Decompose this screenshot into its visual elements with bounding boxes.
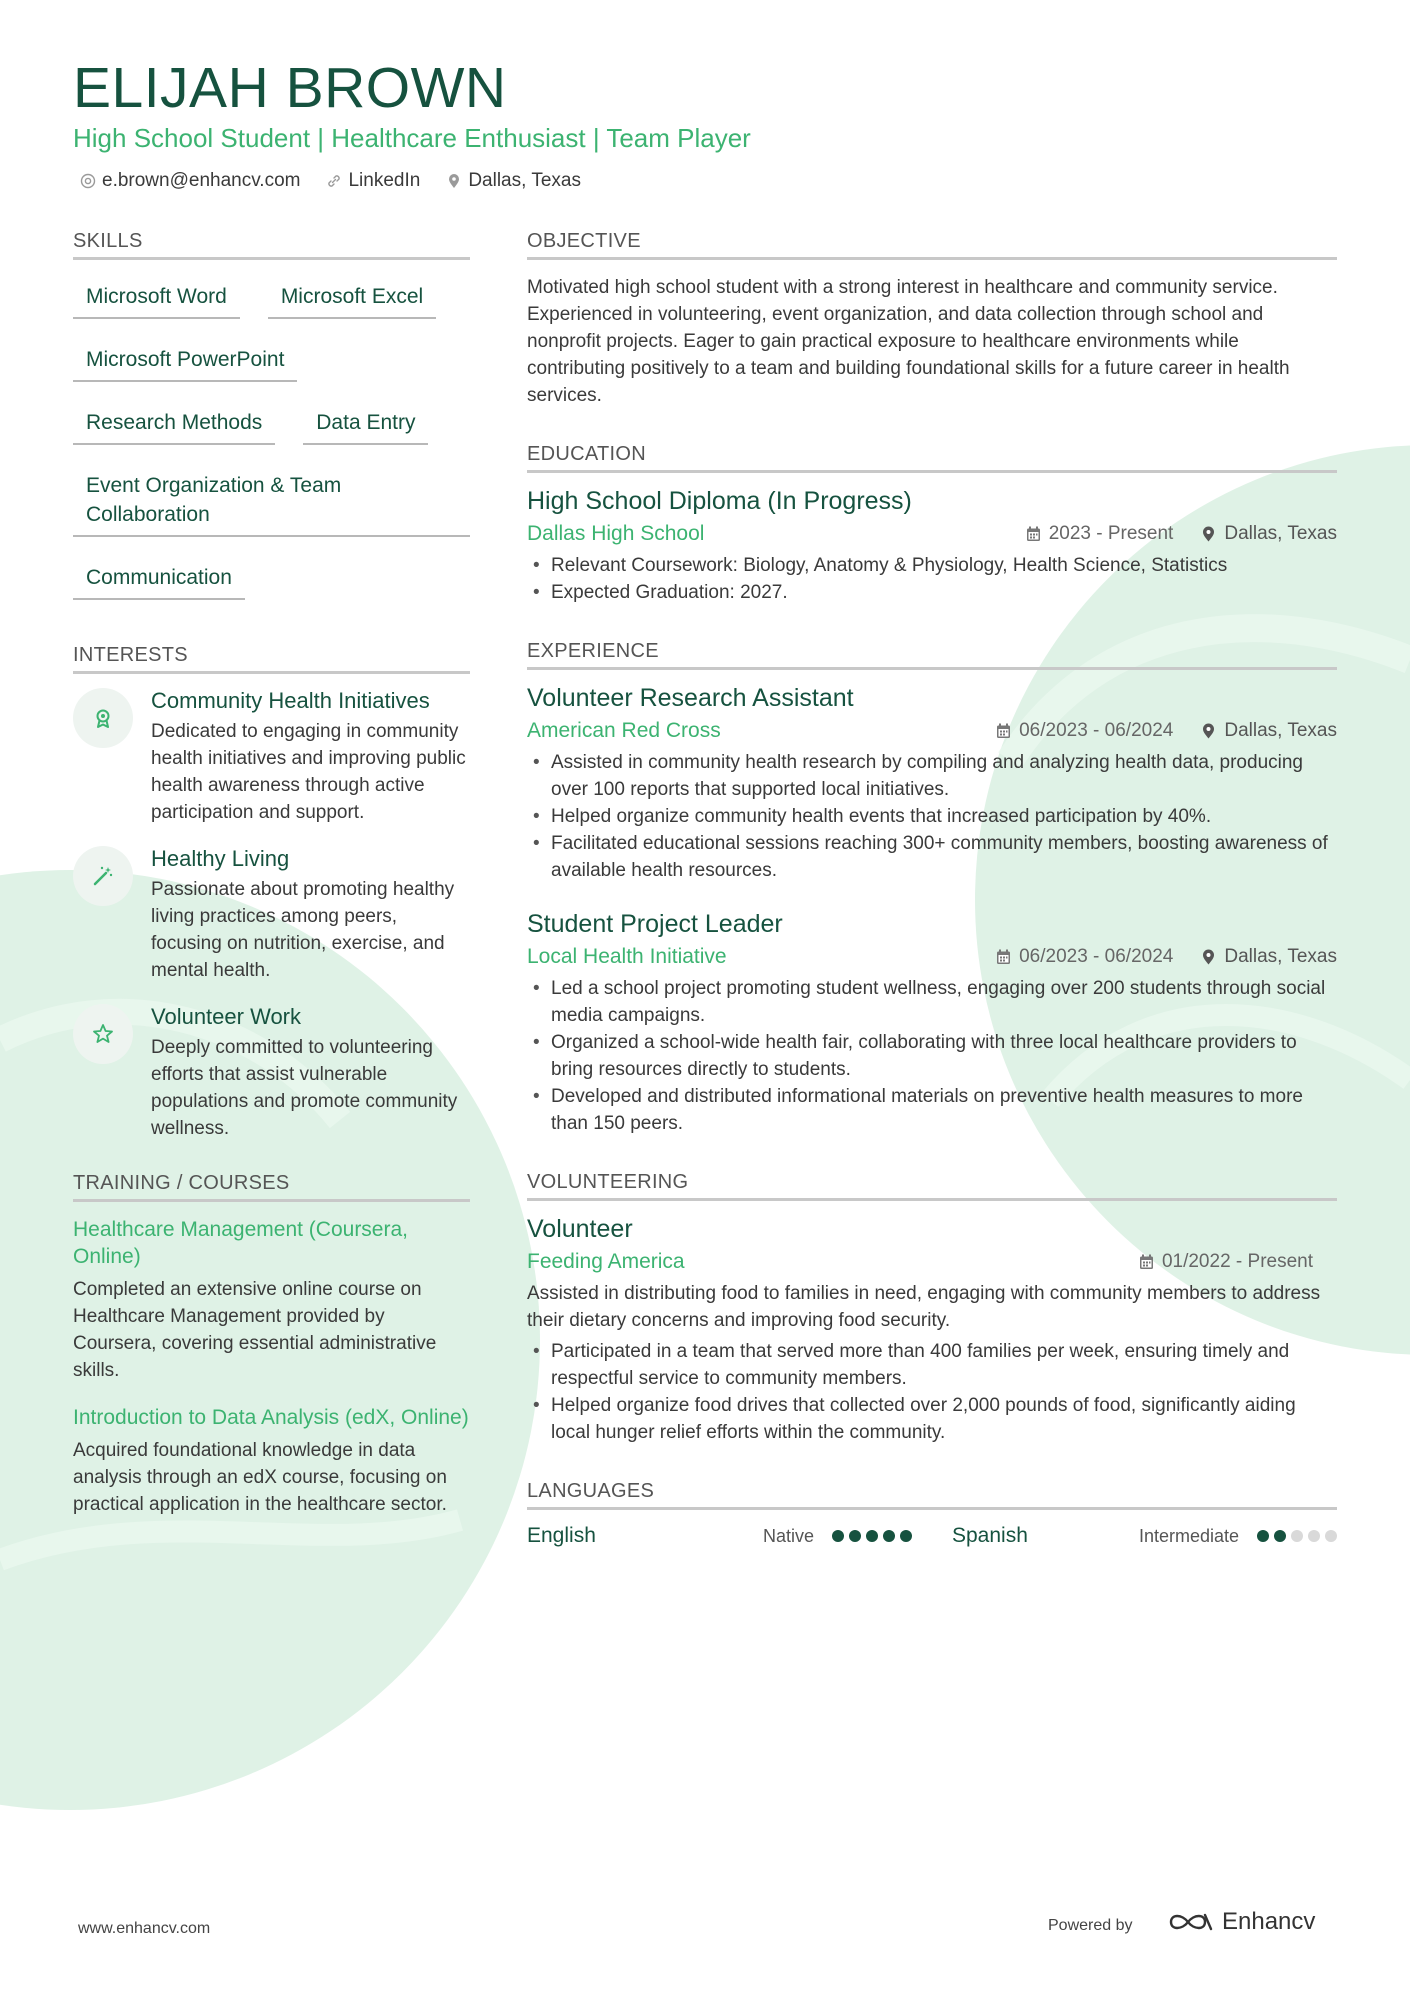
- interest-icon-badge: [73, 1004, 133, 1064]
- star-icon: [91, 1022, 115, 1046]
- bullet-item: • Facilitated educational sessions reaching 300+ community members, boosting awareness of available health resources.: [527, 830, 1337, 884]
- location-pin-icon: [446, 173, 462, 189]
- bullet-item: • Participated in a team that served more than 400 families per week, ensuring timely and respectful service to community members.: [527, 1338, 1337, 1392]
- course-description: Acquired foundational knowledge in data analysis through an edX course, focusing on practical application in the healthcare sector.: [73, 1440, 447, 1515]
- interest-title: Community Health Initiatives: [151, 688, 430, 713]
- course-title: Healthcare Management (Coursera, Online): [73, 1218, 408, 1268]
- location-pin-icon: [1201, 723, 1216, 739]
- location-text: Dallas, Texas: [1224, 523, 1337, 544]
- calendar-icon: [1139, 1254, 1154, 1270]
- location-text: Dallas, Texas: [1224, 720, 1337, 741]
- left-column: [73, 230, 470, 1552]
- volunteering-description: Assisted in distributing food to families in need, engaging with community members to address their dietary concerns and improving food security.: [527, 1283, 1321, 1331]
- right-column: [527, 230, 1337, 1582]
- education-location: [1201, 523, 1337, 545]
- at-icon: [80, 173, 96, 189]
- contact-bar: [80, 170, 581, 192]
- footer-url[interactable]: www.enhancv.com: [78, 1920, 211, 1937]
- experience-location: [1201, 946, 1337, 968]
- language-rating: [832, 1530, 912, 1542]
- interest-item: [73, 1004, 470, 1142]
- organization-name: American Red Cross: [527, 719, 721, 742]
- calendar-icon: [996, 949, 1011, 965]
- bullet-item: • Helped organize food drives that collected over 2,000 pounds of food, significantly aiding local hunger relief efforts within the community.: [527, 1392, 1337, 1446]
- education-meta-row: [527, 522, 1337, 546]
- contact-email[interactable]: [80, 170, 300, 192]
- award-ribbon-icon: [91, 706, 115, 730]
- language-item: [527, 1524, 912, 1548]
- experience-section: [527, 640, 1337, 1137]
- brand-logo: [1168, 1908, 1315, 1936]
- objective-section: [527, 230, 1337, 409]
- experience-meta-row: [527, 945, 1337, 969]
- experience-entry: [527, 910, 1337, 1137]
- organization-name: Feeding America: [527, 1250, 685, 1273]
- rating-dot-filled: [900, 1530, 912, 1542]
- dates-text: 06/2023 - 06/2024: [1019, 946, 1174, 967]
- education-section: [527, 443, 1337, 606]
- candidate-name: ELIJAH BROWN: [73, 56, 507, 120]
- calendar-icon: [1026, 526, 1041, 542]
- skill-tag: Microsoft PowerPoint: [73, 337, 297, 382]
- enhancv-logo-icon: [1168, 1909, 1214, 1935]
- location-pin-icon: [1201, 949, 1216, 965]
- role-title: Student Project Leader: [527, 910, 783, 938]
- language-name: Spanish: [952, 1524, 1028, 1547]
- volunteering-meta-row: [527, 1250, 1337, 1274]
- interest-item: [73, 846, 470, 984]
- experience-entry: [527, 684, 1337, 884]
- rating-dot-filled: [849, 1530, 861, 1542]
- experience-dates: [996, 946, 1173, 968]
- rating-dot-filled: [866, 1530, 878, 1542]
- objective-text: Motivated high school student with a strong interest in healthcare and community service. Experienced in volunteering, event organization, and data collection through school and nonprofit projects. Eager to gain practical exposure to healthcare environments while contributing positively to a team and building foundational skills for a future career in health services.: [527, 277, 1290, 406]
- rating-dot-filled: [832, 1530, 844, 1542]
- role-title: Volunteer Research Assistant: [527, 684, 854, 712]
- volunteering-meta: [1139, 1251, 1313, 1273]
- language-level: Native: [762, 1525, 814, 1546]
- volunteering-bullets: [527, 1338, 1337, 1446]
- experience-location: [1201, 720, 1337, 742]
- interest-title: Volunteer Work: [151, 1004, 302, 1029]
- rating-dot-filled: [1274, 1530, 1286, 1542]
- volunteering-heading: VOLUNTEERING: [527, 1171, 1337, 1201]
- school-name: Dallas High School: [527, 522, 705, 545]
- contact-location-text: Dallas, Texas: [468, 170, 581, 191]
- experience-heading: EXPERIENCE: [527, 640, 1337, 670]
- degree-title: High School Diploma (In Progress): [527, 487, 912, 515]
- skill-tag: Event Organization & Team Collaboration: [73, 463, 470, 537]
- volunteering-section: [527, 1171, 1337, 1446]
- rating-dot-empty: [1308, 1530, 1320, 1542]
- skill-tag: Microsoft Excel: [268, 274, 436, 319]
- experience-meta: [996, 946, 1337, 968]
- contact-location: [446, 170, 581, 192]
- dates-text: 2023 - Present: [1048, 523, 1174, 544]
- dates-text: 01/2022 - Present: [1161, 1251, 1313, 1272]
- education-bullets: [527, 552, 1337, 606]
- contact-linkedin[interactable]: [326, 170, 420, 192]
- bullet-item: • Expected Graduation: 2027.: [527, 579, 1337, 606]
- experience-meta: [996, 720, 1337, 742]
- course-description: Completed an extensive online course on Healthcare Management provided by Coursera, covering essential administrative skills.: [73, 1279, 437, 1381]
- experience-bullets: [527, 975, 1337, 1137]
- language-rating: [1257, 1530, 1337, 1542]
- volunteering-dates: [1139, 1251, 1313, 1273]
- course-title: Introduction to Data Analysis (edX, Online): [73, 1406, 469, 1429]
- dates-text: 06/2023 - 06/2024: [1019, 720, 1174, 741]
- skill-tag: Communication: [73, 555, 245, 600]
- skill-tag: Microsoft Word: [73, 274, 240, 319]
- interest-icon-badge: [73, 846, 133, 906]
- skills-list: [73, 274, 470, 618]
- skills-section: [73, 230, 470, 618]
- organization-name: Local Health Initiative: [527, 945, 727, 968]
- experience-bullets: [527, 749, 1337, 884]
- language-item: [952, 1524, 1337, 1548]
- languages-heading: LANGUAGES: [527, 1480, 1337, 1510]
- interest-icon-badge: [73, 688, 133, 748]
- powered-by-label: Powered by: [1048, 1917, 1133, 1934]
- interests-section: [73, 644, 470, 1142]
- candidate-tagline: High School Student | Healthcare Enthusiast | Team Player: [73, 123, 751, 153]
- interest-title: Healthy Living: [151, 846, 290, 871]
- magic-wand-icon: [91, 864, 115, 888]
- rating-dot-filled: [883, 1530, 895, 1542]
- bullet-item: • Led a school project promoting student wellness, engaging over 200 students through social media campaigns.: [527, 975, 1337, 1029]
- rating-dot-filled: [1257, 1530, 1269, 1542]
- skills-heading: SKILLS: [73, 230, 470, 260]
- skill-tag: Data Entry: [303, 400, 428, 445]
- education-meta: [1026, 523, 1337, 545]
- education-heading: EDUCATION: [527, 443, 1337, 473]
- bullet-item: • Organized a school-wide health fair, collaborating with three local healthcare providers to bring resources directly to students.: [527, 1029, 1337, 1083]
- contact-email-text: e.brown@enhancv.com: [102, 170, 301, 191]
- location-pin-icon: [1201, 526, 1216, 542]
- role-title: Volunteer: [527, 1215, 633, 1243]
- bullet-item: • Helped organize community health events that increased participation by 40%.: [527, 803, 1337, 830]
- interest-description: Deeply committed to volunteering efforts that assist vulnerable populations and promote community wellness.: [151, 1037, 458, 1139]
- objective-heading: OBJECTIVE: [527, 230, 1337, 260]
- rating-dot-empty: [1291, 1530, 1303, 1542]
- location-text: Dallas, Texas: [1224, 946, 1337, 967]
- languages-list: [527, 1524, 1337, 1548]
- bullet-item: • Assisted in community health research by compiling and analyzing health data, producing over 100 reports that supported local initiatives.: [527, 749, 1337, 803]
- skill-tag: Research Methods: [73, 400, 275, 445]
- education-dates: [1026, 523, 1174, 545]
- bullet-item: • Relevant Coursework: Biology, Anatomy & Physiology, Health Science, Statistics: [527, 552, 1337, 579]
- interest-description: Dedicated to engaging in community health initiatives and improving public health awareness through active participation and support.: [151, 721, 466, 823]
- training-heading: TRAINING / COURSES: [73, 1172, 470, 1202]
- language-name: English: [527, 1524, 596, 1547]
- interests-heading: INTERESTS: [73, 644, 470, 674]
- language-level: Intermediate: [1138, 1525, 1239, 1546]
- link-icon: [326, 173, 342, 189]
- brand-name: Enhancv: [1222, 1908, 1316, 1935]
- calendar-icon: [996, 723, 1011, 739]
- interest-item: [73, 688, 470, 826]
- experience-dates: [996, 720, 1173, 742]
- bullet-item: • Developed and distributed informational materials on preventive health measures to more than 150 peers.: [527, 1083, 1337, 1137]
- interest-description: Passionate about promoting healthy living practices among peers, focusing on nutrition, exercise, and mental health.: [151, 879, 455, 981]
- experience-meta-row: [527, 719, 1337, 743]
- training-section: [73, 1172, 470, 1518]
- contact-linkedin-text: LinkedIn: [348, 170, 421, 191]
- languages-section: [527, 1480, 1337, 1548]
- rating-dot-empty: [1325, 1530, 1337, 1542]
